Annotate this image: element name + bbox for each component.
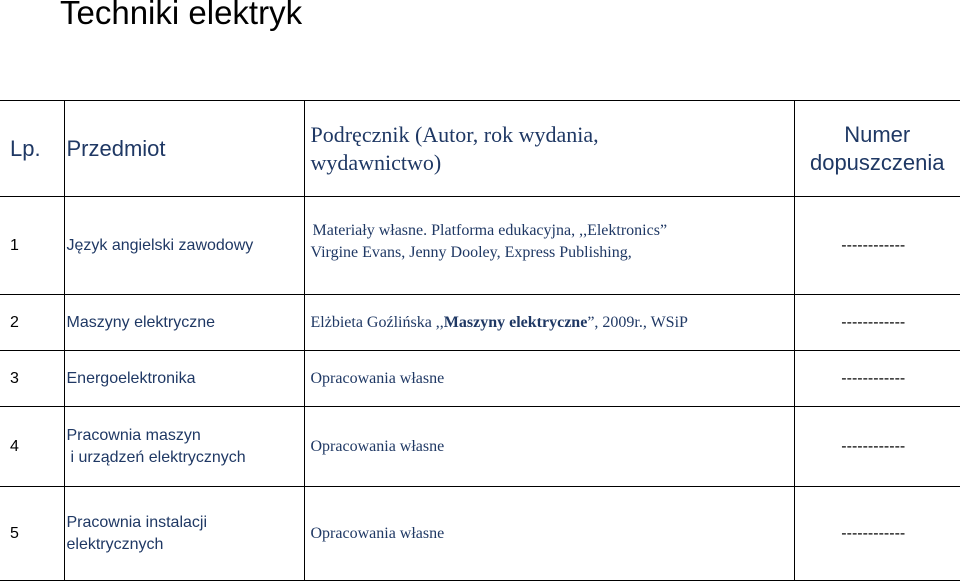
row-textbook-line1: Materiały własne. Platforma edukacyjna, ,,Elektronics”: [312, 221, 668, 239]
header-textbook-line1: Podręcznik (Autor, rok wydania,: [310, 121, 599, 147]
row-textbook: Opracowania własne: [304, 487, 794, 581]
row-number: ------------: [794, 487, 960, 581]
row-subject: Maszyny elektryczne: [64, 295, 304, 351]
row-subject-line1: Pracownia maszyn: [66, 426, 201, 444]
header-lp: Lp.: [0, 101, 64, 197]
table-row: [0, 407, 960, 487]
page-title: Techniki elektryk: [60, 0, 303, 31]
table-row: [0, 351, 960, 407]
row-subject: Energoelektronika: [64, 351, 304, 407]
header-subject: Przedmiot: [64, 101, 304, 197]
row-number: ------------: [794, 197, 960, 295]
header-number-line2: dopuszczenia: [809, 149, 945, 175]
table-header-row: [0, 101, 960, 197]
header-number-line1: Numer: [844, 121, 911, 147]
row-subject: Język angielski zawodowy: [64, 197, 304, 295]
row-lp: 4: [0, 407, 64, 487]
header-textbook: [304, 101, 794, 197]
row-number: ------------: [794, 295, 960, 351]
textbook-table: [0, 100, 960, 581]
row-textbook-title: Maszyny elektryczne: [443, 313, 588, 331]
row-subject: [64, 407, 304, 487]
row-number: ------------: [794, 407, 960, 487]
row-subject-line2: i urządzeń elektrycznych: [70, 448, 246, 466]
row-textbook-line2: Virgine Evans, Jenny Dooley, Express Publishing,: [310, 243, 632, 261]
row-subject-line1: Pracownia instalacji: [66, 513, 208, 531]
row-subject: [64, 487, 304, 581]
row-lp: 5: [0, 487, 64, 581]
row-textbook: Opracowania własne: [304, 407, 794, 487]
table-row: [0, 487, 960, 581]
header-textbook-line2: wydawnictwo): [310, 149, 442, 175]
row-textbook-rest: ”, 2009r., WSiP: [587, 313, 688, 331]
table-row: [0, 197, 960, 295]
row-lp: 1: [0, 197, 64, 295]
row-number: ------------: [794, 351, 960, 407]
row-textbook: Opracowania własne: [304, 351, 794, 407]
table-row: [0, 295, 960, 351]
row-subject-line2: elektrycznych: [66, 535, 164, 553]
row-lp: 2: [0, 295, 64, 351]
row-textbook: [304, 295, 794, 351]
row-textbook: [304, 197, 794, 295]
row-lp: 3: [0, 351, 64, 407]
row-textbook-author: Elżbieta Goźlińska ,,: [310, 313, 444, 331]
header-number: [794, 101, 960, 197]
